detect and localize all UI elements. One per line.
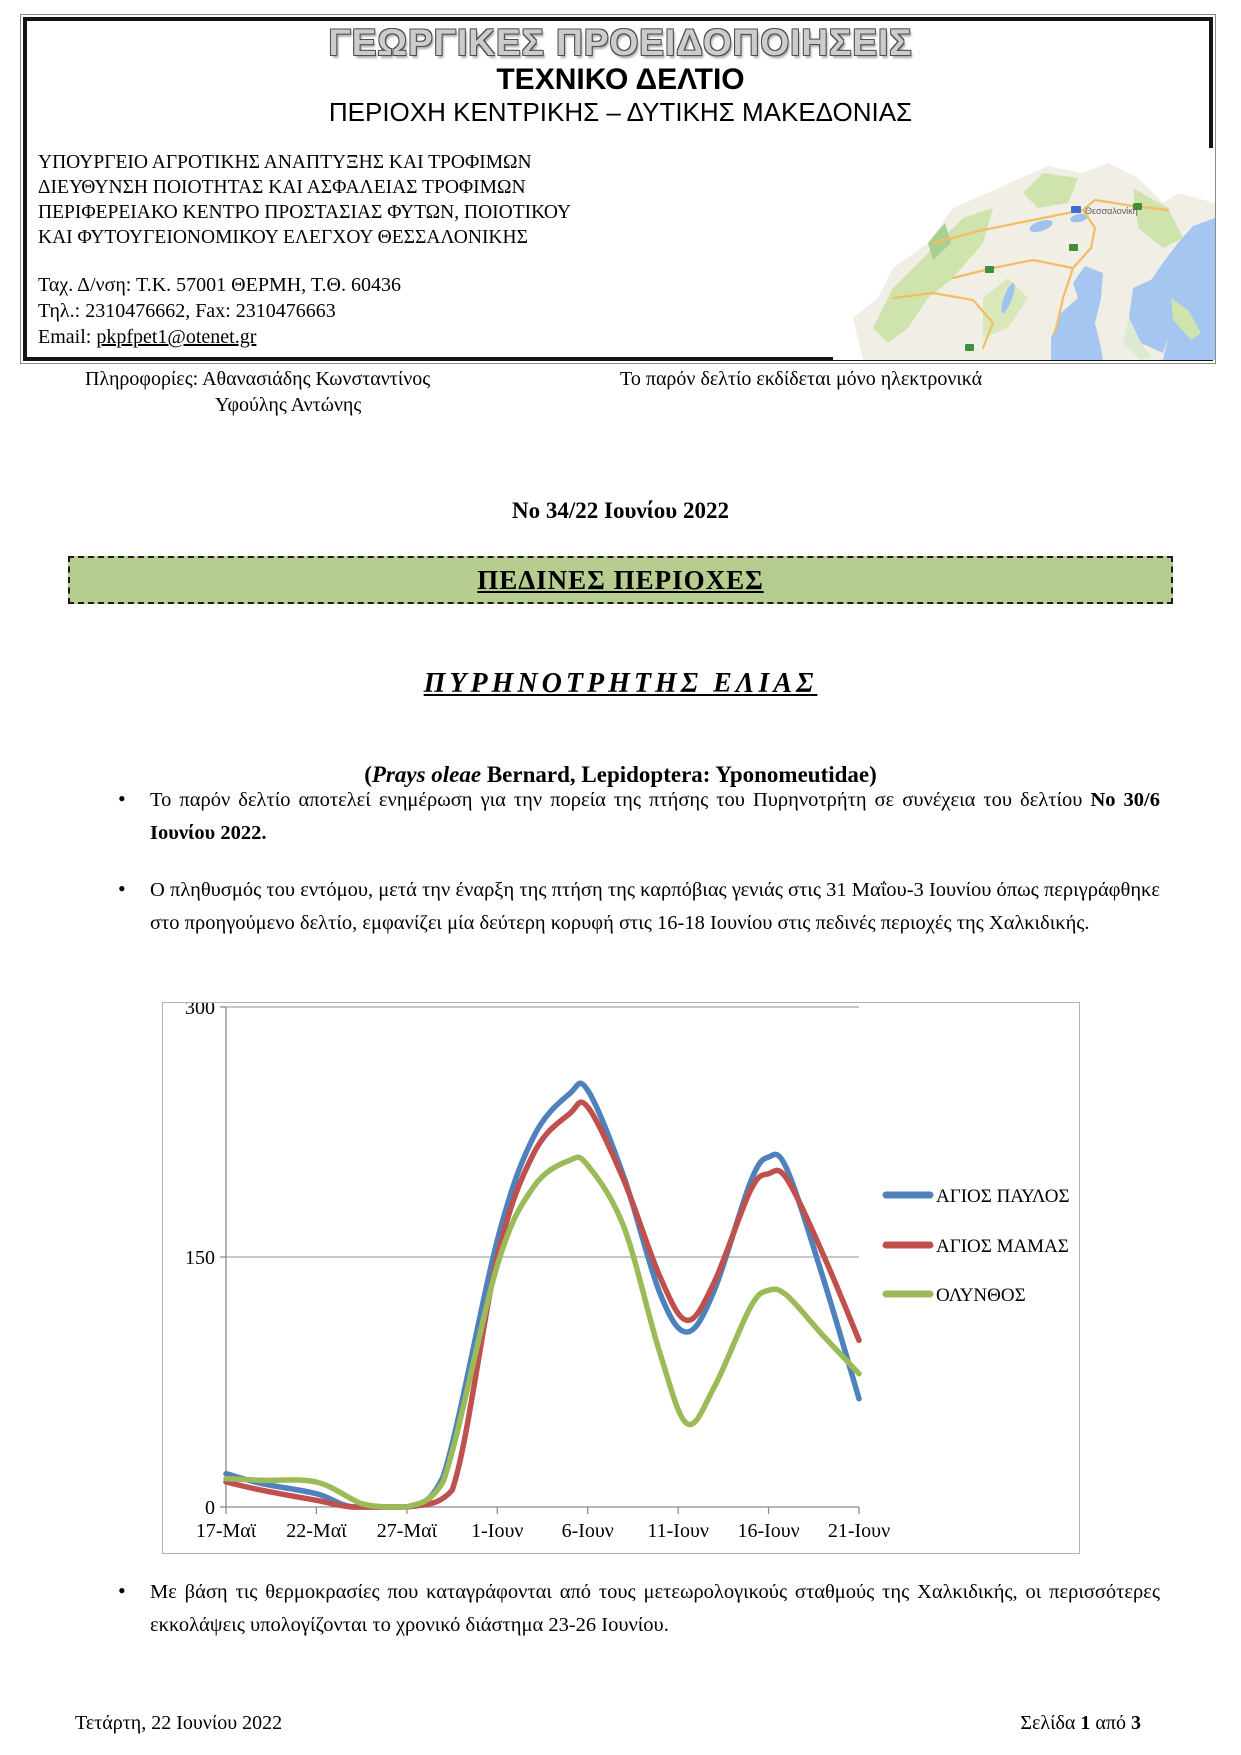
legend-label-ΟΛΥΝΘΟΣ: ΟΛΥΝΘΟΣ — [936, 1285, 1026, 1306]
series-line-ΑΓΙΟΣ ΠΑΥΛΟΣ — [226, 1083, 859, 1507]
bulletin-subtitle: ΤΕΧΝΙΚΟ ΔΕΛΤΙΟ — [496, 63, 745, 96]
ministry-line: ΔΙΕΥΘΥΝΣΗ ΠΟΙΟΤΗΤΑΣ ΚΑΙ ΑΣΦΑΛΕΙΑΣ ΤΡΟΦΙΜΩΝ — [38, 177, 526, 198]
region-title: ΠΕΡΙΟΧΗ ΚΕΝΤΡΙΚΗΣ – ΔΥΤΙΚΗΣ ΜΑΚΕΔΟΝΙΑΣ — [328, 97, 913, 127]
ministry-block — [38, 150, 571, 250]
email-link[interactable]: pkpfpet1@otenet.gr — [96, 326, 257, 348]
bullet-marker: • — [118, 876, 126, 901]
x-tick-label: 6-Ιουν — [561, 1520, 614, 1542]
map-svg — [833, 148, 1215, 360]
chart-svg — [163, 1003, 1077, 1551]
series-line-ΑΓΙΟΣ ΜΑΜΑΣ — [226, 1102, 859, 1507]
bulletin-masthead-title: ΓΕΩΡΓΙΚΕΣ ΠΡΟΕΙΔΟΠΟΙΗΣΕΙΣ — [328, 22, 913, 63]
footer-date: Τετάρτη, 22 Ιουνίου 2022 — [75, 1712, 283, 1734]
x-tick-label: 1-Ιουν — [471, 1520, 524, 1542]
latin-species: Prays oleae — [371, 762, 482, 787]
flight-curve-chart — [162, 1002, 1080, 1554]
email-label: Email: — [38, 326, 97, 348]
pest-latin-name: (Prays oleae Bernard, Lepidoptera: Yponomeutidae) — [364, 762, 877, 787]
ministry-line: ΚΑΙ ΦΥΤΟΥΓΕΙΟΝΟΜΙΚΟΥ ΕΛΕΓΧΟΥ ΘΕΣΣΑΛΟΝΙΚΗΣ — [38, 227, 528, 248]
bullet-hatching-note: • Με βάση τις θερμοκρασίες που καταγράφονται από τους μετεωρολογικούς σταθμούς της Χαλκιδικής, οι περισσότερες εκκολάψεις υπολογίζονται το χρονικό διάστημα 23-26 Ιουνίου. — [118, 1578, 1160, 1636]
x-tick-label: 17-Μαϊ — [195, 1520, 257, 1542]
x-tick-label: 11-Ιουν — [647, 1520, 709, 1542]
x-tick-label: 21-Ιουν — [827, 1520, 891, 1542]
series-line-ΟΛΥΝΘΟΣ — [226, 1157, 859, 1507]
legend-label-ΑΓΙΟΣ ΜΑΜΑΣ: ΑΓΙΟΣ ΜΑΜΑΣ — [936, 1236, 1069, 1257]
info-contact-person: Πληροφορίες: Αθανασιάδης Κωνσταντίνος — [85, 368, 431, 390]
previous-bulletin-ref: Νο 30/6 Ιουνίου 2022. — [150, 789, 1160, 844]
email-line — [38, 324, 401, 350]
x-tick-label: 22-Μαϊ — [286, 1520, 347, 1542]
lowland-areas-banner — [68, 556, 1173, 604]
info-contact-person-2: Υφούλης Αντώνης — [215, 394, 362, 416]
total-pages: 3 — [1131, 1712, 1141, 1734]
ministry-line: ΥΠΟΥΡΓΕΙΟ ΑΓΡΟΤΙΚΗΣ ΑΝΑΠΤΥΞΗΣ ΚΑΙ ΤΡΟΦΙΜΩΝ — [38, 152, 532, 173]
x-tick-label: 27-Μαϊ — [376, 1520, 438, 1542]
current-page: 1 — [1080, 1712, 1091, 1734]
pest-section-title: ΠΥΡΗΝΟΤΡΗΤΗΣ ΕΛΙΑΣ — [423, 668, 818, 699]
bullet-update-note: • Το παρόν δελτίο αποτελεί ενημέρωση για την πορεία της πτήσης του Πυρηνοτρήτη σε συνέχεια του δελτίου Νο 30/6 Ιουνίου 2022. — [118, 786, 1160, 844]
y-tick-label: 150 — [185, 1247, 215, 1269]
electronic-issue-note: Το παρόν δελτίο εκδίδεται μόνο ηλεκτρονικά — [620, 368, 983, 390]
y-tick-label: 0 — [205, 1497, 215, 1519]
region-map-image — [833, 148, 1215, 360]
ministry-line: ΠΕΡΙΦΕΡΕΙΑΚΟ ΚΕΝΤΡΟ ΠΡΟΣΤΑΣΙΑΣ ΦΥΤΩΝ, ΠΟΙΟΤΙΚΟΥ — [38, 202, 572, 223]
bullet-population-note: • Ο πληθυσμός του εντόμου, μετά την έναρξη της πτήση της καρπόβιας γενιάς στις 31 Μαΐου-3 Ιουνίου όπως περιγράφθηκε στο προηγούμενο δελτίο, εμφανίζει μία δεύτερη κορυφή στις 16-18 Ιουνίου στις πεδινές περιοχές της Χαλκιδικής. — [118, 876, 1160, 934]
postal-address: Ταχ. Δ/νση: Τ.Κ. 57001 ΘΕΡΜΗ, Τ.Θ. 60436 — [38, 274, 401, 296]
bulletin-number: Νο 34/22 Ιουνίου 2022 — [512, 498, 729, 523]
x-tick-label: 16-Ιουν — [737, 1520, 800, 1542]
y-tick-label: 300 — [185, 1003, 215, 1019]
phone-fax: Τηλ.: 2310476662, Fax: 2310476663 — [38, 300, 336, 322]
legend-label-ΑΓΙΟΣ ΠΑΥΛΟΣ: ΑΓΙΟΣ ΠΑΥΛΟΣ — [936, 1186, 1070, 1207]
contact-block — [38, 272, 401, 350]
bullet-marker: • — [118, 1578, 126, 1603]
footer-page-number: Σελίδα 1 από 3 — [1020, 1712, 1141, 1734]
map-city-label: Θεσσαλονίκη — [1085, 206, 1138, 216]
banner-label: ΠΕΔΙΝΕΣ ΠΕΡΙΟΧΕΣ — [477, 564, 764, 595]
bullet-marker: • — [118, 786, 126, 811]
